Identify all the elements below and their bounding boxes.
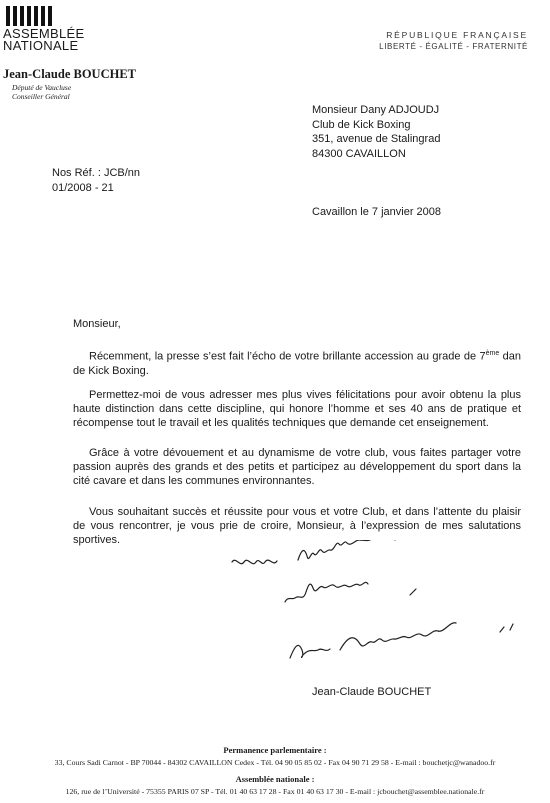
republic-motto: LIBERTÉ - ÉGALITÉ - FRATERNITÉ [379, 42, 528, 51]
footer-line-permanence: 33, Cours Sadi Carnot - BP 70044 - 84302 CAVAILLON Cedex - Tél. 04 90 05 85 02 - Fax 04 90 71 29 58 - E-mail : bouchetjc@wanadoo.fr [54, 758, 496, 767]
paragraph-1-superscript: ème [485, 350, 500, 357]
republic-heading: RÉPUBLIQUE FRANÇAISE [386, 30, 528, 40]
letter-date: Cavaillon le 7 janvier 2008 [312, 206, 442, 218]
salutation: Monsieur, [73, 318, 121, 330]
sender-title-1: Député de Vaucluse [12, 83, 72, 92]
recipient-line1: Monsieur Dany ADJOUDJ [312, 104, 440, 116]
assemblee-nationale-logo-icon [6, 6, 56, 26]
footer-heading-permanence: Permanence parlementaire : [223, 745, 327, 755]
institution-line2: NATIONALE [3, 38, 79, 53]
reference-block [52, 166, 140, 195]
paragraph-1 [73, 347, 521, 378]
recipient-line4: 84300 CAVAILLON [312, 147, 406, 160]
reference-line2: 01/2008 - 21 [52, 181, 114, 194]
paragraph-3-text: Grâce à votre dévouement et au dynamisme de votre club, vous faites partager votre passion auprès des grands et des petits et participez au développement du sport dans la cité cavare et dans les communes environnantes. [73, 447, 521, 488]
recipient-address [312, 103, 440, 161]
recipient-line3: 351, avenue de Stalingrad [312, 133, 441, 145]
paragraph-2 [73, 388, 521, 431]
institution-line1: ASSEMBLÉE [3, 26, 85, 41]
signature-name: Jean-Claude BOUCHET [312, 686, 432, 698]
paragraph-1-text-a: Récemment, la presse s’est fait l’écho de votre brillante accession au grade de 7 [89, 350, 486, 363]
footer-heading-assemblee: Assemblée nationale : [235, 774, 315, 784]
sender-title-2: Conseiller Général [12, 92, 70, 101]
paragraph-1-text-b: dan de Kick Boxing. [73, 350, 521, 377]
institution-name [3, 28, 84, 52]
sender-name: Jean-Claude BOUCHET [3, 67, 137, 81]
handwritten-signature [220, 540, 550, 680]
footer-line-assemblee: 126, rue de l’Université - 75355 PARIS 07 SP - Tél. 01 40 63 17 28 - Fax 01 40 63 17 30 - E-mail : jcbouchet@assemblee.nationale.fr [65, 787, 485, 796]
reference-line1: Nos Réf. : JCB/nn [52, 167, 141, 179]
paragraph-4-text: Vous souhaitant succès et réussite pour vous et votre Club, et dans l’attente du plaisir de vous rencontrer, je vous prie de croire, Monsieur, à l’expression de mes salutations sportives. [73, 506, 521, 547]
paragraph-3 [73, 446, 521, 489]
recipient-line2: Club de Kick Boxing [312, 118, 411, 131]
paragraph-2-text: Permettez-moi de vous adresser mes plus vives félicitations pour avoir obtenu la plus haute distinction dans cette discipline, qui honore l’homme et ses 40 ans de pratique et récompense tout le travail et les qualités techniques que demande cet enseignement. [73, 389, 521, 430]
